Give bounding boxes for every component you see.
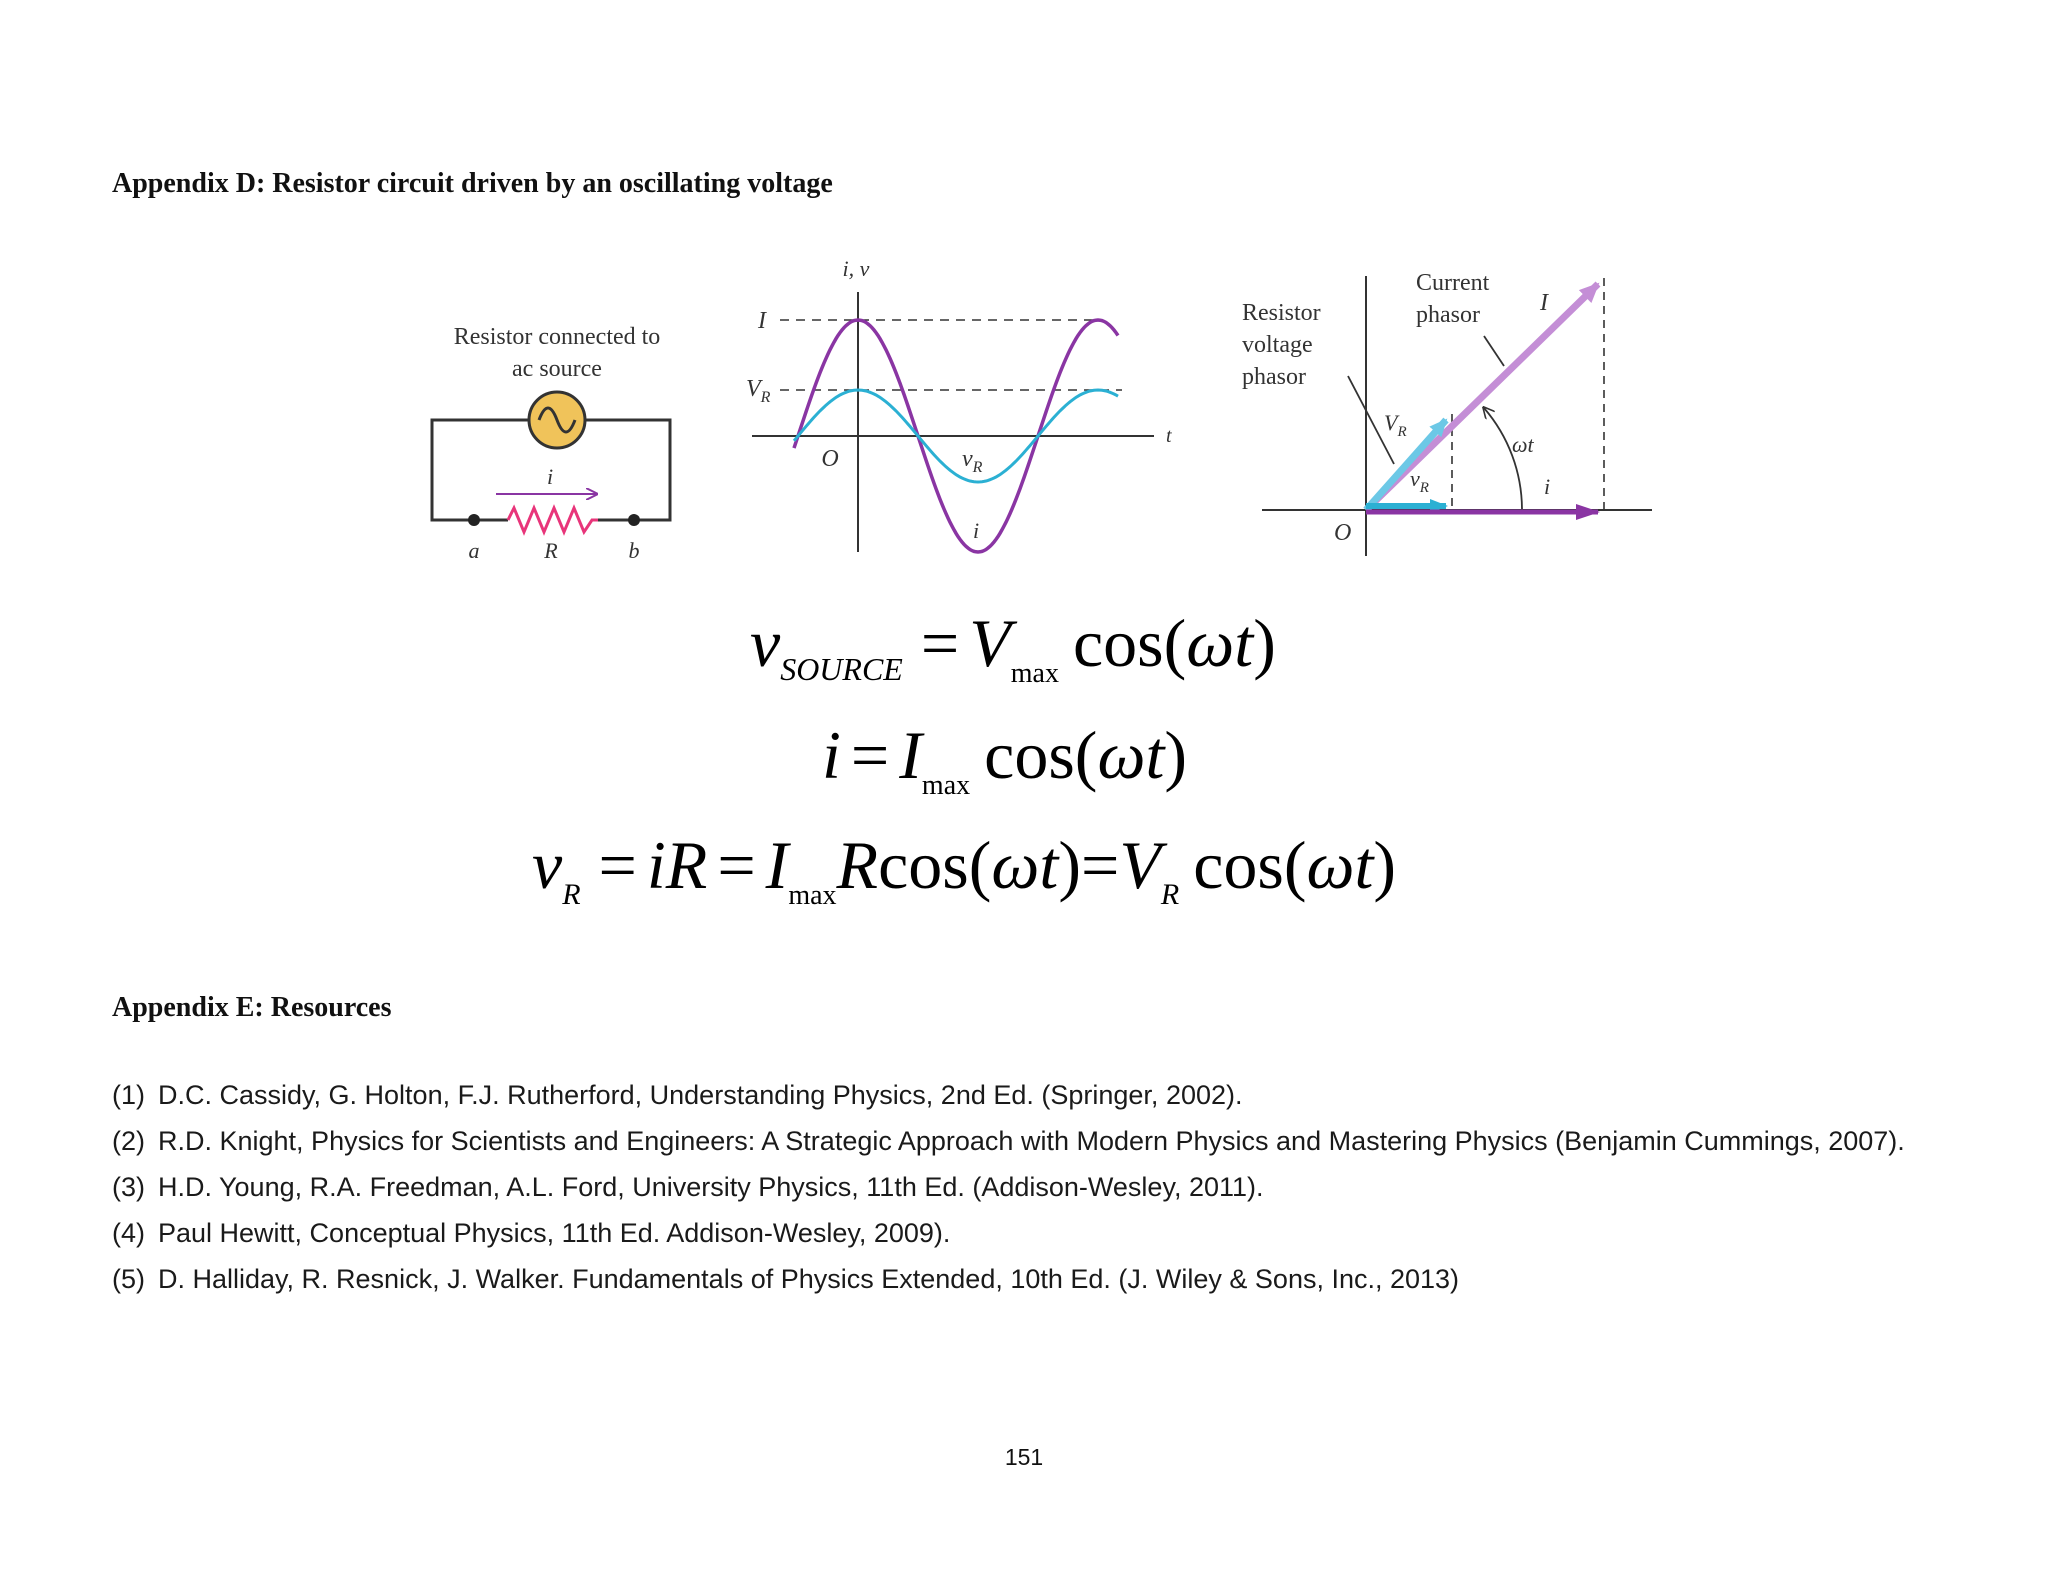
current-projection-symbol: i [1544,474,1551,499]
reference-item [112,1260,1962,1298]
resistor-phasor-label-1: Resistor [1242,300,1321,326]
reference-text: D. Halliday, R. Resnick, J. Walker. Fundamentals of Physics Extended, 10th Ed. (J. Wiley & Sons, Inc., 2013) [158,1264,1460,1294]
page-number: 151 [1004,1444,1044,1470]
phasor-origin-label: O [1334,520,1352,546]
reference-item [112,1076,1962,1114]
equation-resistor-voltage: $v_R$ = iR = $I_{max}Rcos(\omega t)=V_R$ cos(ωt) [532,827,1397,911]
appendix-e-heading: Appendix E: Resources [112,992,392,1023]
current-amplitude-label: I [758,308,766,334]
circuit-caption-line2: ac source [512,356,602,382]
reference-text: R.D. Knight, Physics for Scientists and Engineers: A Strategic Approach with Modern Physics and Mastering Physics (Benjamin Cummings, 2007). [158,1126,1905,1156]
voltage-projection-symbol: $v_R$ [1410,466,1429,496]
waveform-t-label: t [1166,425,1172,447]
equation-current: $i = I_{max}$ cos(ωt) [822,717,1188,801]
waveform-origin-label: O [821,446,839,472]
reference-item [112,1168,1962,1206]
references-list [112,1076,1962,1306]
reference-text: H.D. Young, R.A. Freedman, A.L. Ford, University Physics, 11th Ed. (Addison-Wesley, 2011). [158,1172,1264,1202]
node-a-label: a [468,538,480,563]
current-phasor-label-2: phasor [1416,302,1480,328]
circuit-current-label: i [546,464,554,489]
waveform-y-label: i, v [842,256,870,281]
current-phasor-symbol: I [1540,290,1548,316]
reference-text: D.C. Cassidy, G. Holton, F.J. Rutherford, Understanding Physics, 2nd Ed. (Springer, 2002). [158,1080,1243,1110]
circuit-caption-line1: Resistor connected to [453,324,661,350]
voltage-amplitude-label: $V_R$ [746,376,771,406]
appendix-d-heading: Appendix D: Resistor circuit driven by an oscillating voltage [112,168,833,199]
reference-number: (2) [112,1126,145,1156]
reference-item [112,1214,1962,1252]
reference-number: (5) [112,1264,145,1294]
inst-voltage-label: $v_R$ [962,446,983,476]
equation-source-voltage: $v_{SOURCE} = V_{max}$ cos(ωt) [750,605,1276,689]
resistor-phasor-label-3: phasor [1242,364,1306,390]
reference-text: Paul Hewitt, Conceptual Physics, 11th Ed. Addison-Wesley, 2009). [158,1218,951,1248]
voltage-phasor-symbol: $V_R$ [1384,410,1407,440]
reference-number: (3) [112,1172,145,1202]
inst-current-label: i [972,518,980,543]
angle-label: ωt [1512,432,1534,457]
reference-number: (1) [112,1080,145,1110]
reference-item [112,1122,1962,1160]
resistor-label: R [544,538,558,563]
current-phasor-label-1: Current [1416,270,1490,296]
resistor-phasor-label-2: voltage [1242,332,1313,358]
reference-number: (4) [112,1218,145,1248]
node-b-label: b [628,538,640,563]
